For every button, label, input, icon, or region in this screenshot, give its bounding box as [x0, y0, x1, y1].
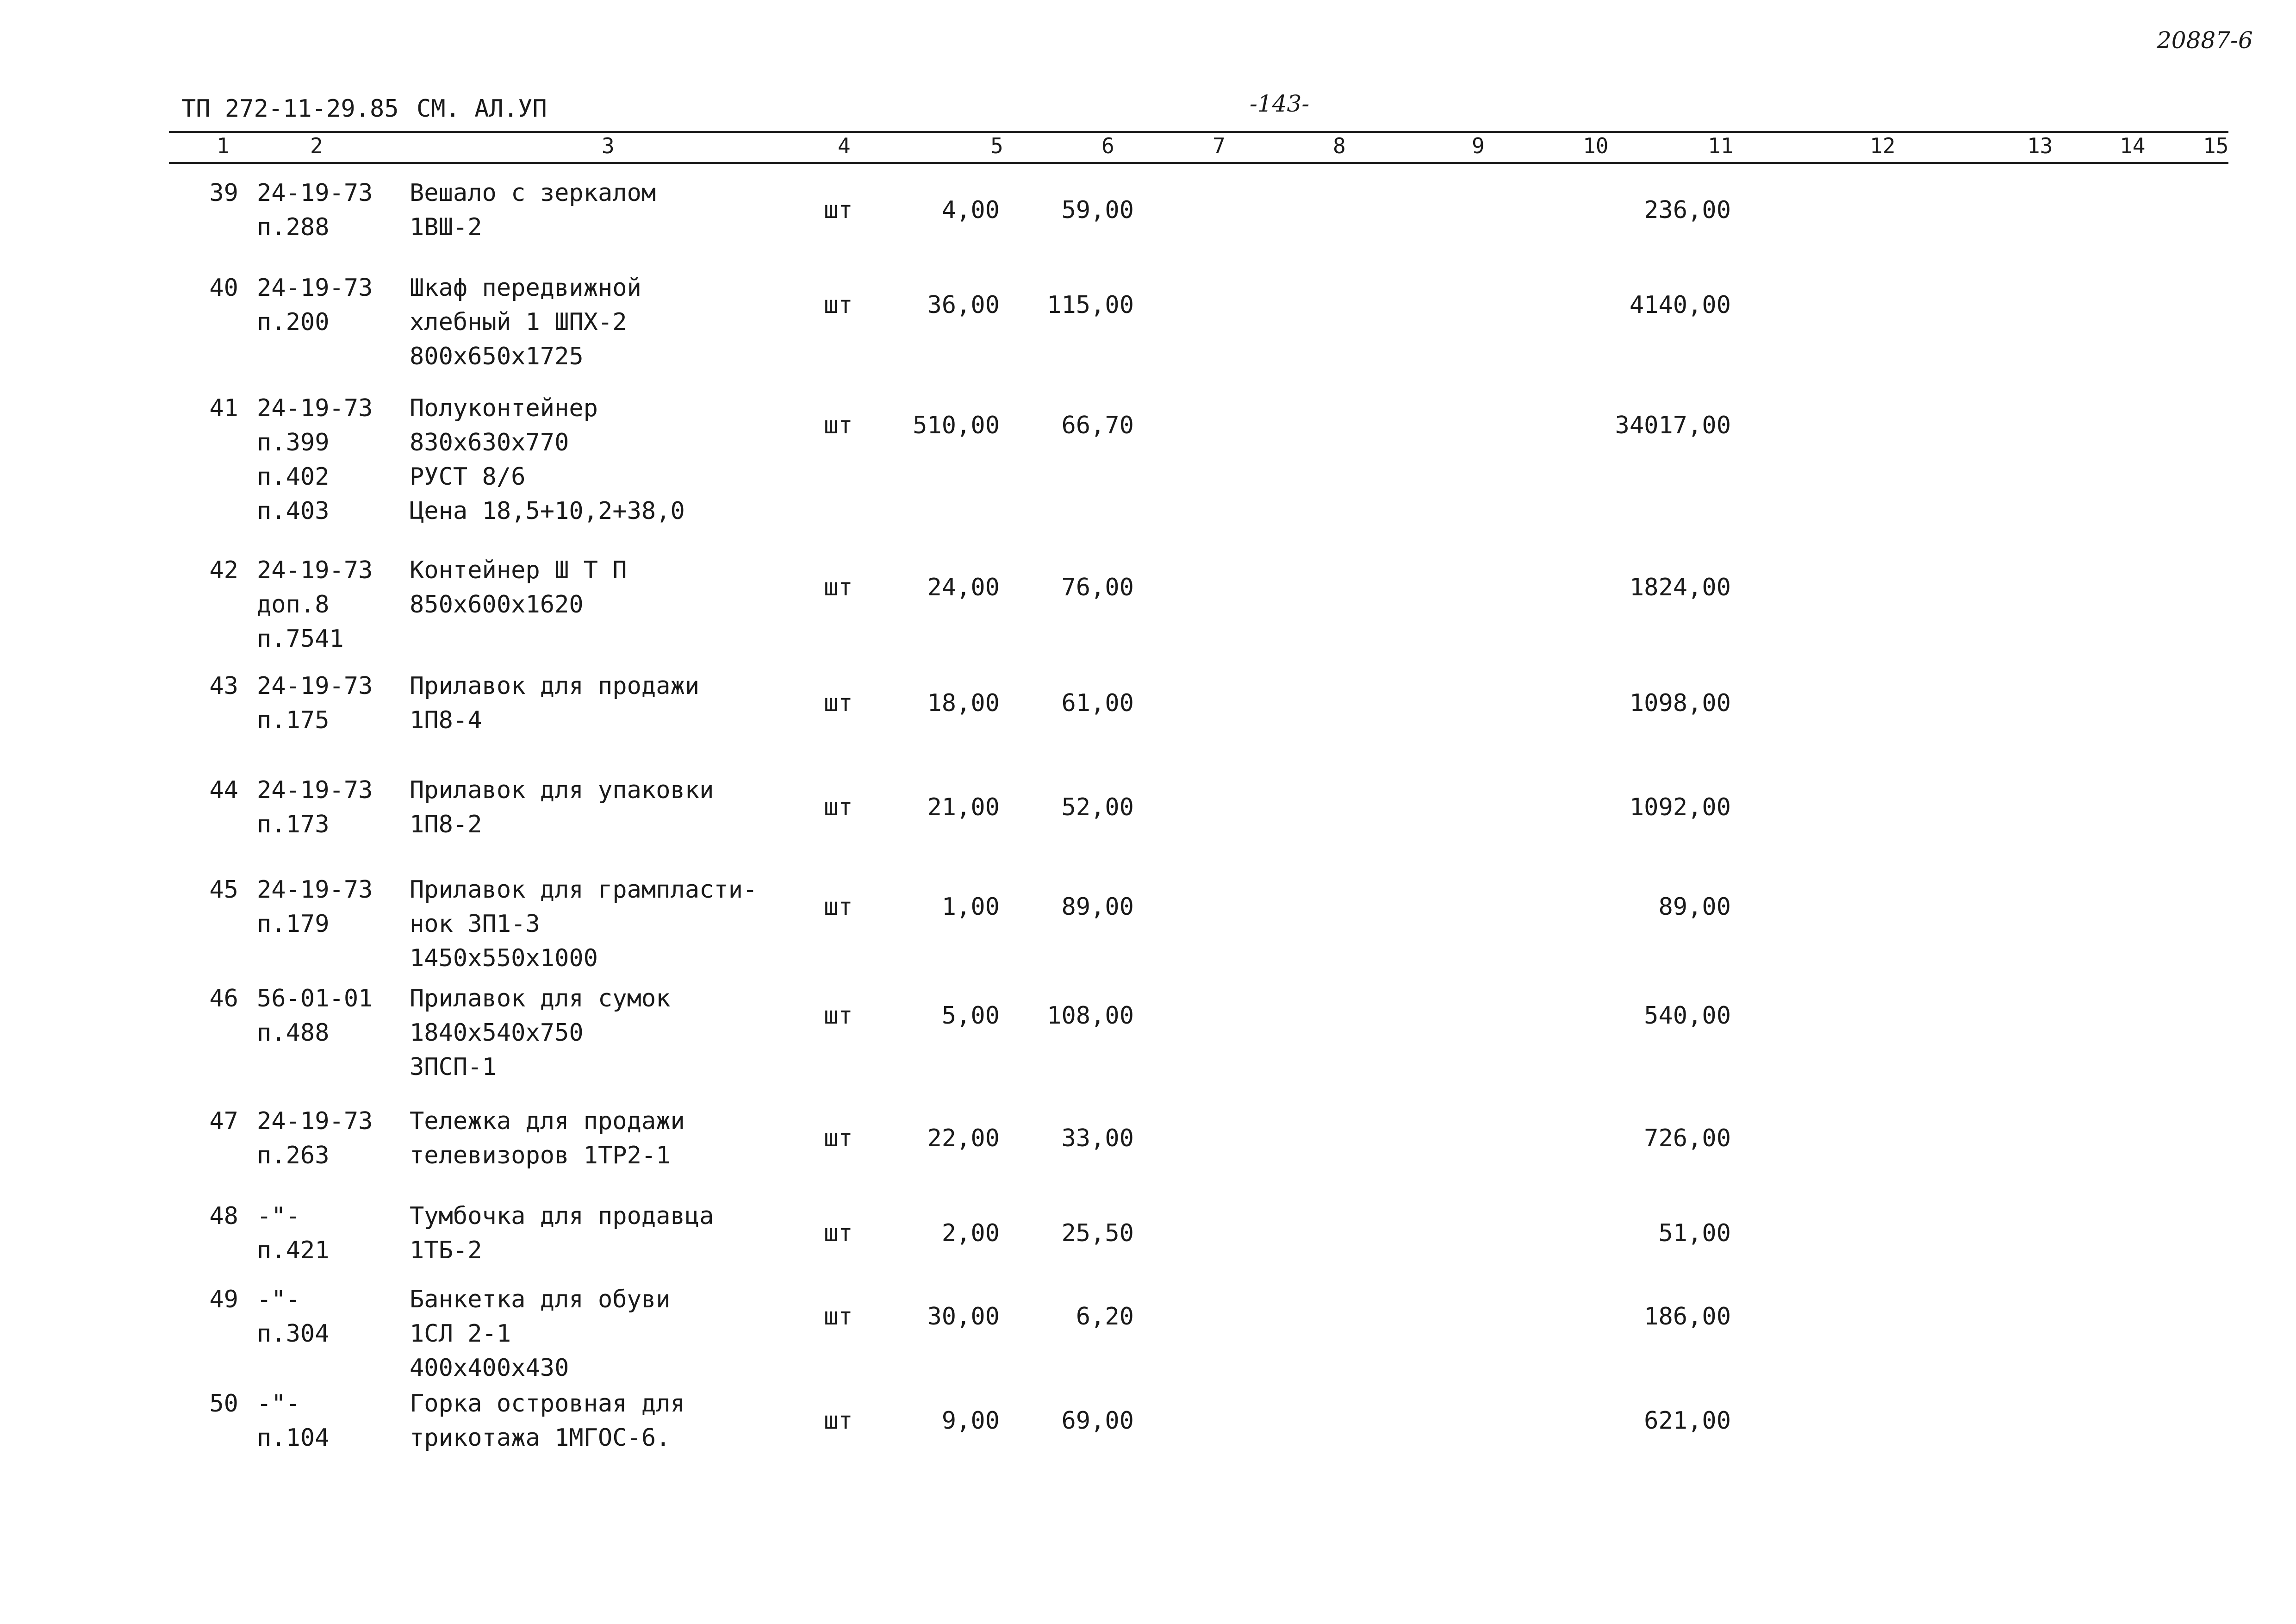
total-cost: 186,00	[1644, 1303, 1731, 1330]
item-name: хлебный 1 ШПХ-2	[410, 308, 627, 336]
item-name: 800х650х1725	[410, 343, 584, 370]
item-name: нок 3П1-3	[410, 910, 540, 938]
item-name: Вешало с зеркалом	[410, 179, 656, 207]
catalog-ref: п.173	[257, 811, 330, 838]
catalog-ref: доп.8	[257, 591, 330, 618]
catalog-ref: -"-	[257, 1286, 300, 1313]
column-number-2: 2	[310, 133, 323, 158]
item-name: 400х400х430	[410, 1354, 569, 1382]
item-name: 1840х540х750	[410, 1019, 584, 1047]
item-name: Банкетка для обуви	[410, 1286, 671, 1313]
row-number: 46	[209, 985, 238, 1012]
document-code: ТП 272-11-29.85	[181, 95, 399, 123]
item-name: трикотажа 1МГОС-6.	[410, 1424, 671, 1452]
item-name: 830х630х770	[410, 429, 569, 456]
column-number-4: 4	[838, 133, 851, 158]
item-name: Прилавок для грампласти-	[410, 876, 758, 904]
catalog-ref: п.200	[257, 308, 330, 336]
catalog-ref: 24-19-73	[257, 556, 373, 584]
total-cost: 540,00	[1644, 1002, 1731, 1030]
unit-price: 66,70	[1061, 412, 1134, 439]
catalog-ref: 24-19-73	[257, 1107, 373, 1135]
item-name: телевизоров 1ТР2-1	[410, 1142, 671, 1169]
unit-price: 115,00	[1047, 291, 1134, 319]
item-name: 1СЛ 2-1	[410, 1320, 511, 1348]
row-number: 49	[209, 1286, 238, 1313]
unit: шт	[824, 1002, 853, 1030]
total-cost: 236,00	[1644, 196, 1731, 224]
total-cost: 89,00	[1658, 893, 1731, 921]
quantity: 1,00	[941, 893, 1000, 921]
header-bottom-rule	[169, 162, 2228, 164]
total-cost: 1098,00	[1629, 689, 1731, 717]
quantity: 18,00	[927, 689, 1000, 717]
column-number-13: 13	[2027, 133, 2053, 158]
catalog-ref: 24-19-73	[257, 672, 373, 700]
catalog-ref: п.399	[257, 429, 330, 456]
row-number: 43	[209, 672, 238, 700]
item-name: 1П8-4	[410, 706, 482, 734]
unit: шт	[824, 574, 853, 601]
unit-price: 61,00	[1061, 689, 1134, 717]
total-cost: 51,00	[1658, 1219, 1731, 1247]
total-cost: 4140,00	[1629, 291, 1731, 319]
quantity: 36,00	[927, 291, 1000, 319]
item-name: 850х600х1620	[410, 591, 584, 618]
unit: шт	[824, 893, 853, 921]
unit-price: 25,50	[1061, 1219, 1134, 1247]
item-name: Полуконтейнер	[410, 394, 598, 422]
unit-price: 108,00	[1047, 1002, 1134, 1030]
quantity: 22,00	[927, 1124, 1000, 1152]
column-number-10: 10	[1583, 133, 1609, 158]
total-cost: 1824,00	[1629, 574, 1731, 601]
quantity: 9,00	[941, 1407, 1000, 1435]
catalog-ref: -"-	[257, 1390, 300, 1418]
total-cost: 34017,00	[1615, 412, 1731, 439]
unit: шт	[824, 412, 853, 439]
catalog-ref: 24-19-73	[257, 274, 373, 302]
unit: шт	[824, 1303, 853, 1330]
quantity: 4,00	[941, 196, 1000, 224]
unit: шт	[824, 1407, 853, 1435]
total-cost: 621,00	[1644, 1407, 1731, 1435]
row-number: 50	[209, 1390, 238, 1418]
unit: шт	[824, 1124, 853, 1152]
header-top-rule	[169, 131, 2228, 133]
page-number: -143-	[1250, 90, 1310, 117]
unit-price: 59,00	[1061, 196, 1134, 224]
item-name: Контейнер Ш Т П	[410, 556, 627, 584]
unit: шт	[824, 689, 853, 717]
total-cost: 726,00	[1644, 1124, 1731, 1152]
unit: шт	[824, 793, 853, 821]
unit-price: 69,00	[1061, 1407, 1134, 1435]
catalog-ref: п.488	[257, 1019, 330, 1047]
column-number-8: 8	[1333, 133, 1346, 158]
column-number-6: 6	[1101, 133, 1114, 158]
column-number-7: 7	[1213, 133, 1226, 158]
column-number-12: 12	[1870, 133, 1896, 158]
catalog-ref: п.175	[257, 706, 330, 734]
catalog-ref: п.288	[257, 213, 330, 241]
catalog-ref: 24-19-73	[257, 179, 373, 207]
item-name: Горка островная для	[410, 1390, 685, 1418]
unit-price: 6,20	[1076, 1303, 1134, 1330]
unit-price: 89,00	[1061, 893, 1134, 921]
item-name: 1ТБ-2	[410, 1237, 482, 1264]
column-number-11: 11	[1708, 133, 1734, 158]
row-number: 47	[209, 1107, 238, 1135]
catalog-ref: 24-19-73	[257, 394, 373, 422]
catalog-ref: -"-	[257, 1202, 300, 1230]
item-name: 3ПСП-1	[410, 1053, 497, 1081]
item-name: Прилавок для продажи	[410, 672, 700, 700]
column-number-14: 14	[2120, 133, 2146, 158]
column-number-1: 1	[217, 133, 230, 158]
catalog-ref: п.402	[257, 463, 330, 491]
catalog-ref: п.421	[257, 1237, 330, 1264]
item-name: 1П8-2	[410, 811, 482, 838]
unit-price: 52,00	[1061, 793, 1134, 821]
row-number: 48	[209, 1202, 238, 1230]
column-number-3: 3	[602, 133, 615, 158]
album-reference: СМ. АЛ.УП	[417, 95, 547, 123]
catalog-ref: п.104	[257, 1424, 330, 1452]
catalog-ref: п.263	[257, 1142, 330, 1169]
catalog-ref: п.304	[257, 1320, 330, 1348]
catalog-ref: 24-19-73	[257, 776, 373, 804]
unit: шт	[824, 1219, 853, 1247]
quantity: 2,00	[941, 1219, 1000, 1247]
row-number: 44	[209, 776, 238, 804]
unit: шт	[824, 291, 853, 319]
item-name: Прилавок для сумок	[410, 985, 671, 1012]
column-number-9: 9	[1472, 133, 1485, 158]
catalog-ref: 24-19-73	[257, 876, 373, 904]
item-name: 1450х550х1000	[410, 944, 598, 972]
item-name: Тумбочка для продавца	[410, 1202, 714, 1230]
total-cost: 1092,00	[1629, 793, 1731, 821]
item-name: Прилавок для упаковки	[410, 776, 714, 804]
item-name: РУСТ 8/6	[410, 463, 526, 491]
item-name: Шкаф передвижной	[410, 274, 641, 302]
column-number-15: 15	[2203, 133, 2229, 158]
catalog-ref: п.7541	[257, 625, 344, 653]
row-number: 39	[209, 179, 238, 207]
row-number: 40	[209, 274, 238, 302]
unit-price: 76,00	[1061, 574, 1134, 601]
quantity: 510,00	[913, 412, 1000, 439]
quantity: 24,00	[927, 574, 1000, 601]
row-number: 42	[209, 556, 238, 584]
catalog-ref: 56-01-01	[257, 985, 373, 1012]
catalog-ref: п.179	[257, 910, 330, 938]
unit-price: 33,00	[1061, 1124, 1134, 1152]
column-number-5: 5	[990, 133, 1003, 158]
item-name: 1ВШ-2	[410, 213, 482, 241]
item-name: Тележка для продажи	[410, 1107, 685, 1135]
inventory-number: 20887-6	[2157, 27, 2253, 54]
quantity: 5,00	[941, 1002, 1000, 1030]
quantity: 21,00	[927, 793, 1000, 821]
row-number: 41	[209, 394, 238, 422]
catalog-ref: п.403	[257, 497, 330, 525]
item-name: Цена 18,5+10,2+38,0	[410, 497, 685, 525]
row-number: 45	[209, 876, 238, 904]
quantity: 30,00	[927, 1303, 1000, 1330]
unit: шт	[824, 196, 853, 224]
